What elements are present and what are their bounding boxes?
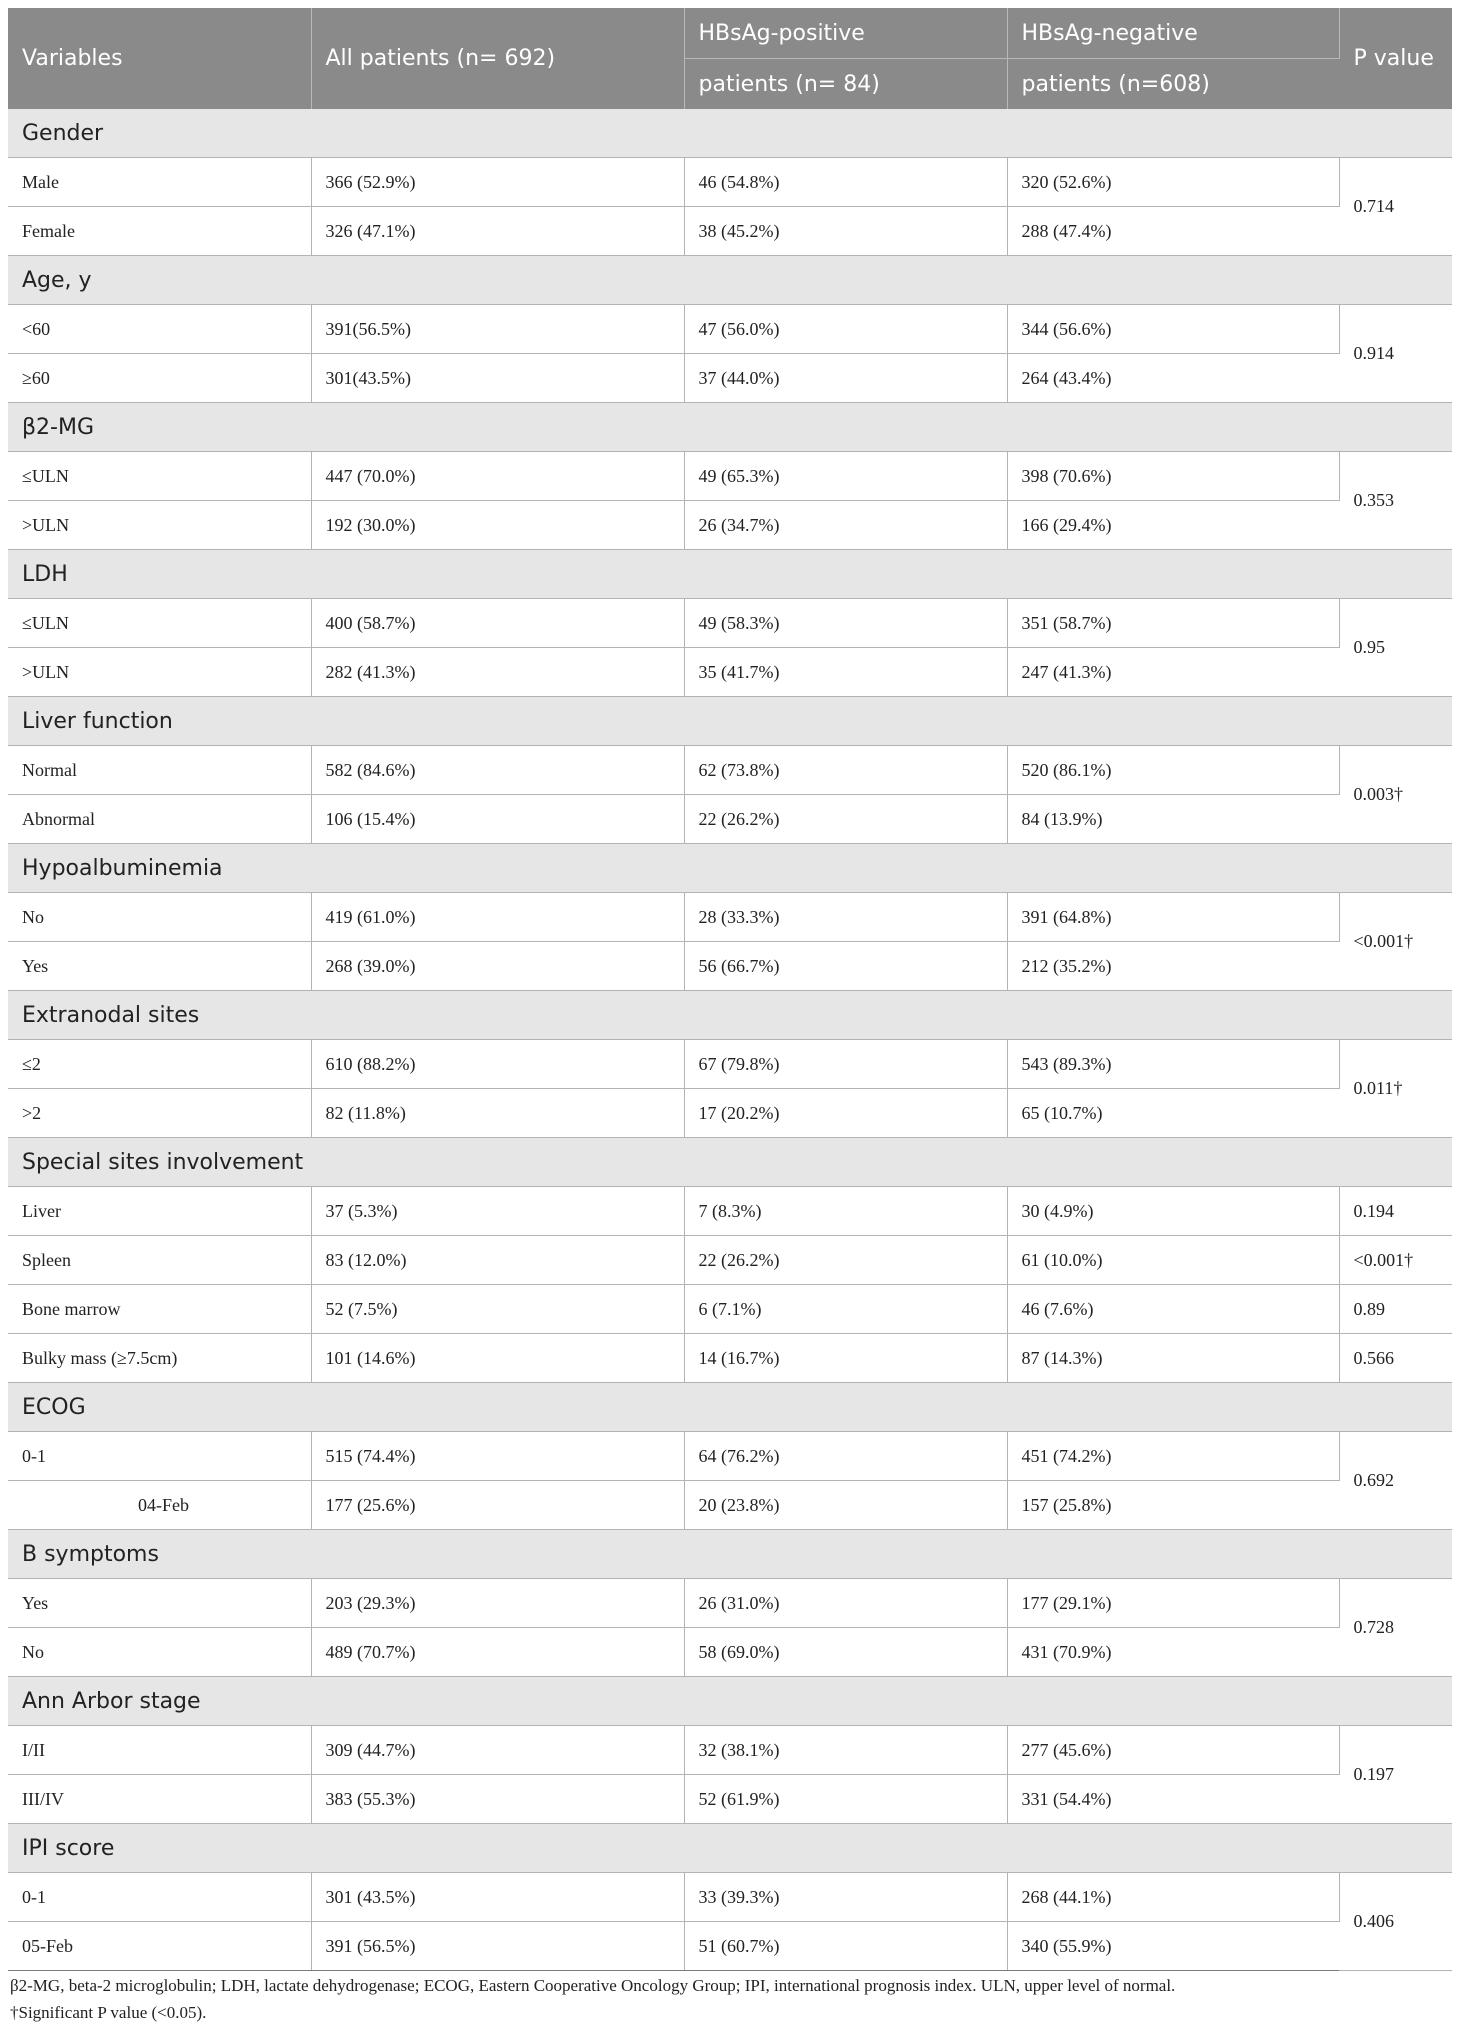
cell-all-patients: 37 (5.3%) (311, 1187, 684, 1236)
cell-all-patients: 106 (15.4%) (311, 795, 684, 844)
cell-all-patients: 83 (12.0%) (311, 1236, 684, 1285)
cell-all-patients: 177 (25.6%) (311, 1481, 684, 1530)
cell-hbsag-positive: 6 (7.1%) (684, 1285, 1007, 1334)
group-row (8, 1824, 1452, 1873)
group-title: B symptoms (8, 1530, 1452, 1579)
cell-hbsag-positive: 22 (26.2%) (684, 1236, 1007, 1285)
row-label: ≤ULN (8, 599, 311, 648)
cell-hbsag-negative: 30 (4.9%) (1007, 1187, 1339, 1236)
group-title: IPI score (8, 1824, 1452, 1873)
cell-hbsag-positive: 28 (33.3%) (684, 893, 1007, 942)
row-label: <60 (8, 305, 311, 354)
cell-hbsag-positive: 49 (58.3%) (684, 599, 1007, 648)
cell-hbsag-negative: 157 (25.8%) (1007, 1481, 1339, 1530)
group-row (8, 1383, 1452, 1432)
group-row (8, 991, 1452, 1040)
cell-hbsag-negative: 398 (70.6%) (1007, 452, 1339, 501)
cell-hbsag-negative: 247 (41.3%) (1007, 648, 1339, 697)
cell-hbsag-negative: 166 (29.4%) (1007, 501, 1339, 550)
cell-hbsag-positive: 20 (23.8%) (684, 1481, 1007, 1530)
cell-hbsag-negative: 391 (64.8%) (1007, 893, 1339, 942)
row-label: Female (8, 207, 311, 256)
row-label: Yes (8, 942, 311, 991)
cell-all-patients: 515 (74.4%) (311, 1432, 684, 1481)
cell-hbsag-positive: 33 (39.3%) (684, 1873, 1007, 1922)
group-title: Age, y (8, 256, 1452, 305)
row-label: ≥60 (8, 354, 311, 403)
row-label: ≤ULN (8, 452, 311, 501)
table-row (8, 452, 1452, 501)
group-title: β2-MG (8, 403, 1452, 452)
cell-p-value: 0.194 (1339, 1187, 1452, 1236)
row-label: >ULN (8, 501, 311, 550)
header-p-value: P value (1339, 8, 1452, 109)
header-hbsag-positive-top: HBsAg-positive (684, 8, 1007, 59)
group-row (8, 403, 1452, 452)
cell-hbsag-positive: 14 (16.7%) (684, 1334, 1007, 1383)
table-row (8, 1236, 1452, 1285)
cell-all-patients: 82 (11.8%) (311, 1089, 684, 1138)
table-header (8, 8, 1452, 109)
row-label: >ULN (8, 648, 311, 697)
cell-hbsag-positive: 37 (44.0%) (684, 354, 1007, 403)
cell-hbsag-positive: 46 (54.8%) (684, 158, 1007, 207)
cell-all-patients: 447 (70.0%) (311, 452, 684, 501)
group-row (8, 109, 1452, 158)
cell-all-patients: 391(56.5%) (311, 305, 684, 354)
header-hbsag-negative-top: HBsAg-negative (1007, 8, 1339, 59)
cell-p-value: 0.197 (1339, 1726, 1452, 1824)
cell-hbsag-negative: 320 (52.6%) (1007, 158, 1339, 207)
table-row (8, 746, 1452, 795)
cell-hbsag-negative: 87 (14.3%) (1007, 1334, 1339, 1383)
cell-hbsag-negative: 344 (56.6%) (1007, 305, 1339, 354)
row-label: 0-1 (8, 1432, 311, 1481)
table-row (8, 501, 1452, 550)
table-row (8, 942, 1452, 991)
cell-all-patients: 582 (84.6%) (311, 746, 684, 795)
cell-hbsag-positive: 62 (73.8%) (684, 746, 1007, 795)
table-body (8, 109, 1452, 1971)
cell-hbsag-negative: 288 (47.4%) (1007, 207, 1339, 256)
cell-hbsag-negative: 65 (10.7%) (1007, 1089, 1339, 1138)
cell-all-patients: 268 (39.0%) (311, 942, 684, 991)
cell-all-patients: 391 (56.5%) (311, 1922, 684, 1971)
cell-p-value: 0.728 (1339, 1579, 1452, 1677)
cell-all-patients: 400 (58.7%) (311, 599, 684, 648)
table-row (8, 1628, 1452, 1677)
cell-hbsag-positive: 17 (20.2%) (684, 1089, 1007, 1138)
cell-hbsag-positive: 38 (45.2%) (684, 207, 1007, 256)
row-label: 0-1 (8, 1873, 311, 1922)
cell-hbsag-positive: 47 (56.0%) (684, 305, 1007, 354)
group-row (8, 1530, 1452, 1579)
cell-p-value: 0.003† (1339, 746, 1452, 844)
table-container (8, 8, 1452, 2025)
cell-all-patients: 610 (88.2%) (311, 1040, 684, 1089)
group-title: LDH (8, 550, 1452, 599)
cell-p-value: 0.353 (1339, 452, 1452, 550)
cell-hbsag-negative: 264 (43.4%) (1007, 354, 1339, 403)
row-label: Spleen (8, 1236, 311, 1285)
cell-all-patients: 101 (14.6%) (311, 1334, 684, 1383)
table-row (8, 207, 1452, 256)
cell-all-patients: 309 (44.7%) (311, 1726, 684, 1775)
row-label: 04-Feb (8, 1481, 311, 1530)
cell-p-value: 0.566 (1339, 1334, 1452, 1383)
cell-p-value: 0.692 (1339, 1432, 1452, 1530)
group-title: Gender (8, 109, 1452, 158)
table-row (8, 305, 1452, 354)
cell-hbsag-positive: 49 (65.3%) (684, 452, 1007, 501)
group-row (8, 1677, 1452, 1726)
group-title: Ann Arbor stage (8, 1677, 1452, 1726)
header-all-patients: All patients (n= 692) (311, 8, 684, 109)
cell-all-patients: 383 (55.3%) (311, 1775, 684, 1824)
cell-all-patients: 192 (30.0%) (311, 501, 684, 550)
cell-hbsag-positive: 26 (31.0%) (684, 1579, 1007, 1628)
cell-hbsag-negative: 351 (58.7%) (1007, 599, 1339, 648)
cell-p-value: 0.95 (1339, 599, 1452, 697)
row-label: Bulky mass (≥7.5cm) (8, 1334, 311, 1383)
group-row (8, 256, 1452, 305)
header-hbsag-positive-bottom: patients (n= 84) (684, 59, 1007, 110)
cell-hbsag-negative: 431 (70.9%) (1007, 1628, 1339, 1677)
cell-all-patients: 282 (41.3%) (311, 648, 684, 697)
cell-p-value: 0.406 (1339, 1873, 1452, 1971)
table-row (8, 158, 1452, 207)
table-row (8, 1481, 1452, 1530)
table-row (8, 1775, 1452, 1824)
table-row (8, 893, 1452, 942)
table-row (8, 648, 1452, 697)
row-label: Liver (8, 1187, 311, 1236)
cell-hbsag-negative: 177 (29.1%) (1007, 1579, 1339, 1628)
header-variables: Variables (8, 8, 311, 109)
cell-hbsag-negative: 520 (86.1%) (1007, 746, 1339, 795)
footnote-abbreviations: β2-MG, beta-2 microglobulin; LDH, lactate dehydrogenase; ECOG, Eastern Cooperative Oncology Group; IPI, international prognosis index. ULN, upper level of normal. (10, 1976, 1176, 1995)
cell-p-value: 0.714 (1339, 158, 1452, 256)
cell-all-patients: 301(43.5%) (311, 354, 684, 403)
table-row (8, 1922, 1452, 1971)
row-label: >2 (8, 1089, 311, 1138)
cell-hbsag-negative: 340 (55.9%) (1007, 1922, 1339, 1971)
row-label: III/IV (8, 1775, 311, 1824)
table-row (8, 1040, 1452, 1089)
cell-hbsag-negative: 84 (13.9%) (1007, 795, 1339, 844)
table-row (8, 354, 1452, 403)
cell-hbsag-negative: 543 (89.3%) (1007, 1040, 1339, 1089)
cell-hbsag-positive: 32 (38.1%) (684, 1726, 1007, 1775)
table-row (8, 1187, 1452, 1236)
row-label: Male (8, 158, 311, 207)
cell-p-value: <0.001† (1339, 893, 1452, 991)
cell-hbsag-positive: 51 (60.7%) (684, 1922, 1007, 1971)
header-hbsag-negative-bottom: patients (n=608) (1007, 59, 1339, 110)
cell-hbsag-positive: 22 (26.2%) (684, 795, 1007, 844)
cell-p-value: <0.001† (1339, 1236, 1452, 1285)
group-title: Hypoalbuminemia (8, 844, 1452, 893)
cell-hbsag-negative: 61 (10.0%) (1007, 1236, 1339, 1285)
cell-hbsag-negative: 277 (45.6%) (1007, 1726, 1339, 1775)
row-label: Normal (8, 746, 311, 795)
group-row (8, 697, 1452, 746)
cell-hbsag-negative: 451 (74.2%) (1007, 1432, 1339, 1481)
group-title: Extranodal sites (8, 991, 1452, 1040)
row-label: Yes (8, 1579, 311, 1628)
cell-hbsag-positive: 58 (69.0%) (684, 1628, 1007, 1677)
cell-hbsag-negative: 331 (54.4%) (1007, 1775, 1339, 1824)
cell-hbsag-negative: 46 (7.6%) (1007, 1285, 1339, 1334)
cell-hbsag-positive: 56 (66.7%) (684, 942, 1007, 991)
row-label: Bone marrow (8, 1285, 311, 1334)
row-label: I/II (8, 1726, 311, 1775)
cell-all-patients: 419 (61.0%) (311, 893, 684, 942)
group-row (8, 550, 1452, 599)
group-row (8, 1138, 1452, 1187)
table-row (8, 1285, 1452, 1334)
cell-hbsag-positive: 26 (34.7%) (684, 501, 1007, 550)
cell-hbsag-positive: 35 (41.7%) (684, 648, 1007, 697)
group-title: ECOG (8, 1383, 1452, 1432)
cell-hbsag-positive: 7 (8.3%) (684, 1187, 1007, 1236)
row-label: No (8, 1628, 311, 1677)
group-title: Liver function (8, 697, 1452, 746)
cell-p-value: 0.89 (1339, 1285, 1452, 1334)
patient-characteristics-table (8, 8, 1452, 1971)
cell-all-patients: 52 (7.5%) (311, 1285, 684, 1334)
table-row (8, 1873, 1452, 1922)
cell-hbsag-negative: 212 (35.2%) (1007, 942, 1339, 991)
row-label: 05-Feb (8, 1922, 311, 1971)
table-row (8, 795, 1452, 844)
cell-all-patients: 366 (52.9%) (311, 158, 684, 207)
table-row (8, 1089, 1452, 1138)
cell-p-value: 0.914 (1339, 305, 1452, 403)
cell-hbsag-negative: 268 (44.1%) (1007, 1873, 1339, 1922)
cell-all-patients: 301 (43.5%) (311, 1873, 684, 1922)
cell-hbsag-positive: 64 (76.2%) (684, 1432, 1007, 1481)
row-label: ≤2 (8, 1040, 311, 1089)
cell-all-patients: 489 (70.7%) (311, 1628, 684, 1677)
footnote-significance: †Significant P value (<0.05). (10, 2003, 207, 2022)
table-row (8, 1726, 1452, 1775)
cell-p-value: 0.011† (1339, 1040, 1452, 1138)
cell-all-patients: 203 (29.3%) (311, 1579, 684, 1628)
group-row (8, 844, 1452, 893)
table-row (8, 599, 1452, 648)
cell-hbsag-positive: 67 (79.8%) (684, 1040, 1007, 1089)
table-row (8, 1579, 1452, 1628)
row-label: Abnormal (8, 795, 311, 844)
table-row (8, 1432, 1452, 1481)
cell-hbsag-positive: 52 (61.9%) (684, 1775, 1007, 1824)
row-label: No (8, 893, 311, 942)
cell-all-patients: 326 (47.1%) (311, 207, 684, 256)
table-row (8, 1334, 1452, 1383)
group-title: Special sites involvement (8, 1138, 1452, 1187)
